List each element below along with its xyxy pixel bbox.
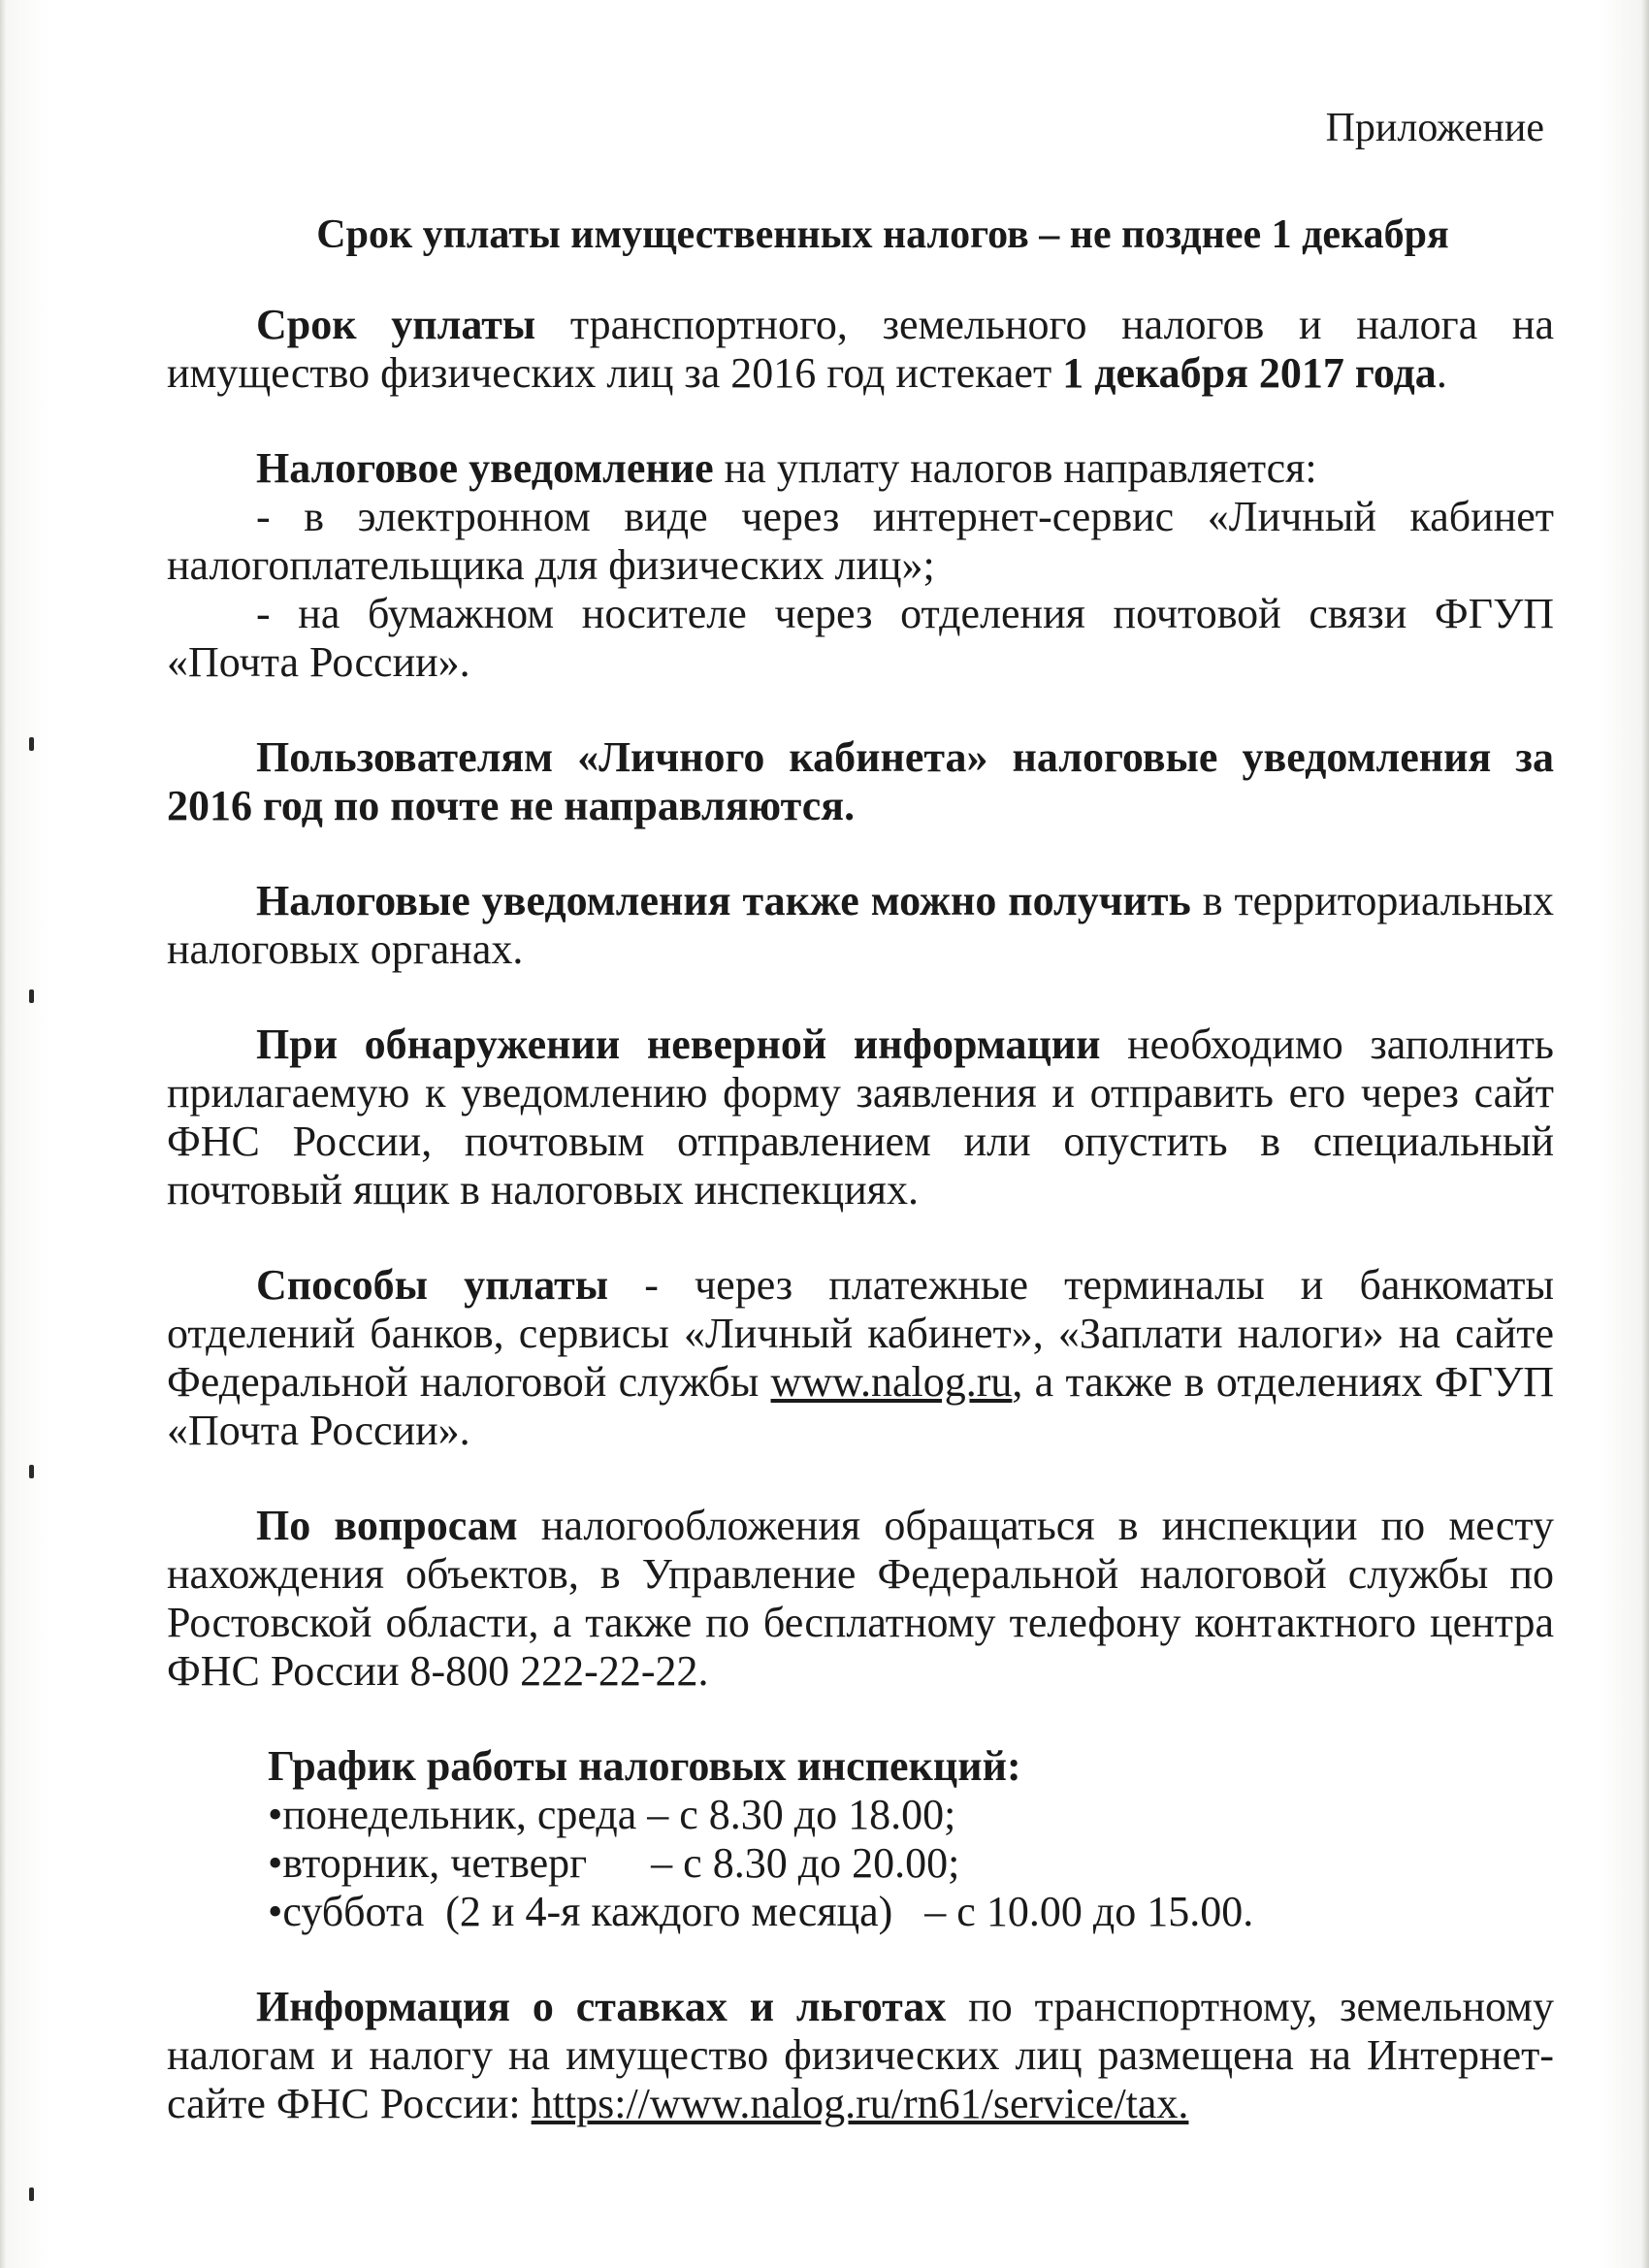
binder-hole-mark [29, 989, 34, 1003]
binder-hole-mark [29, 2187, 34, 2201]
paragraph-deadline [167, 301, 1554, 398]
schedule-block [167, 1742, 1554, 1936]
questions-text: налогообложения обращаться в инспекции по месту нахождения объектов, в Управление Федеральной налоговой службы по Ростовской области, а также по бесплатному телефону контактного центра ФНС России 8-800 222-22-22. [167, 1502, 1554, 1695]
paragraph-incorrect-info [167, 1021, 1554, 1215]
notice-text: на уплату налогов направляется: [713, 444, 1317, 492]
paragraph-territorial [167, 877, 1554, 974]
deadline-end: . [1436, 349, 1447, 397]
deadline-bold: Срок уплаты [256, 301, 536, 348]
payment-methods-text-end: , а также в отделениях ФГУП «Почта России». [167, 1358, 1554, 1454]
notice-item-electronic: - в электронном виде через интернет-сервис «Личный кабинет налогоплательщика для физических лиц»; [167, 493, 1554, 589]
territorial-bold: Налоговые уведомления также можно получить [256, 877, 1191, 924]
payment-methods-bold: Способы уплаты [256, 1261, 609, 1309]
paragraph-rates-info [167, 1983, 1554, 2128]
document-body [167, 301, 1554, 2175]
questions-bold: По вопросам [256, 1502, 518, 1549]
nalog-site-link[interactable]: www.nalog.ru [770, 1358, 1013, 1406]
deadline-text: транспортного, земельного налогов и налога на имущество физических лиц за 2016 год истекает [167, 301, 1554, 397]
binder-hole-mark [29, 1465, 34, 1478]
schedule-item: •понедельник, среда – с 8.30 до 18.00; [268, 1791, 956, 1838]
notice-bold: Налоговое уведомление [256, 444, 714, 492]
schedule-item: •вторник, четверг – с 8.30 до 20.00; [268, 1839, 960, 1887]
deadline-date: 1 декабря 2017 года [1062, 349, 1437, 397]
appendix-label: Приложение [1325, 106, 1544, 150]
document-title: Срок уплаты имущественных налогов – не позднее 1 декабря [316, 212, 1449, 257]
page-edge-right [1641, 0, 1649, 2268]
rates-info-bold: Информация о ставках и льготах [256, 1983, 947, 2030]
paragraph-questions [167, 1502, 1554, 1696]
schedule-item: •суббота (2 и 4-я каждого месяца) – с 10.00 до 15.00. [268, 1888, 1254, 1935]
schedule-title: График работы налоговых инспекций: [268, 1742, 1021, 1790]
incorrect-info-bold: При обнаружении неверной информации [256, 1021, 1101, 1068]
paragraph-payment-methods [167, 1261, 1554, 1455]
notice-item-paper: - на бумажном носителе через отделения почтовой связи ФГУП «Почта России». [167, 590, 1554, 686]
notice-intro [167, 444, 1554, 493]
paragraph-notice [167, 444, 1554, 687]
binder-hole-mark [29, 737, 34, 751]
page-edge-left [0, 0, 6, 2268]
tax-service-link[interactable]: https://www.nalog.ru/rn61/service/tax. [531, 2080, 1189, 2127]
incorrect-info-text: необходимо заполнить прилагаемую к уведомлению форму заявления и отправить его через сайт ФНС России, почтовым отправлением или опустить в специальный почтовый ящик в налоговых инспекциях. [167, 1021, 1555, 1214]
paragraph-cabinet-users: Пользователям «Личного кабинета» налоговые уведомления за 2016 год по почте не направляются. [167, 733, 1554, 829]
territorial-text: в территориальных налоговых органах. [167, 877, 1555, 973]
rates-info-text: по транспортному, земельному налогам и налогу на имущество физических лиц размещена на Интернет-сайте ФНС России: [167, 1983, 1554, 2127]
payment-methods-text: - через платежные терминалы и банкоматы отделений банков, сервисы «Личный кабинет», «Заплати налоги» на сайте Федеральной налоговой службы [167, 1261, 1555, 1406]
